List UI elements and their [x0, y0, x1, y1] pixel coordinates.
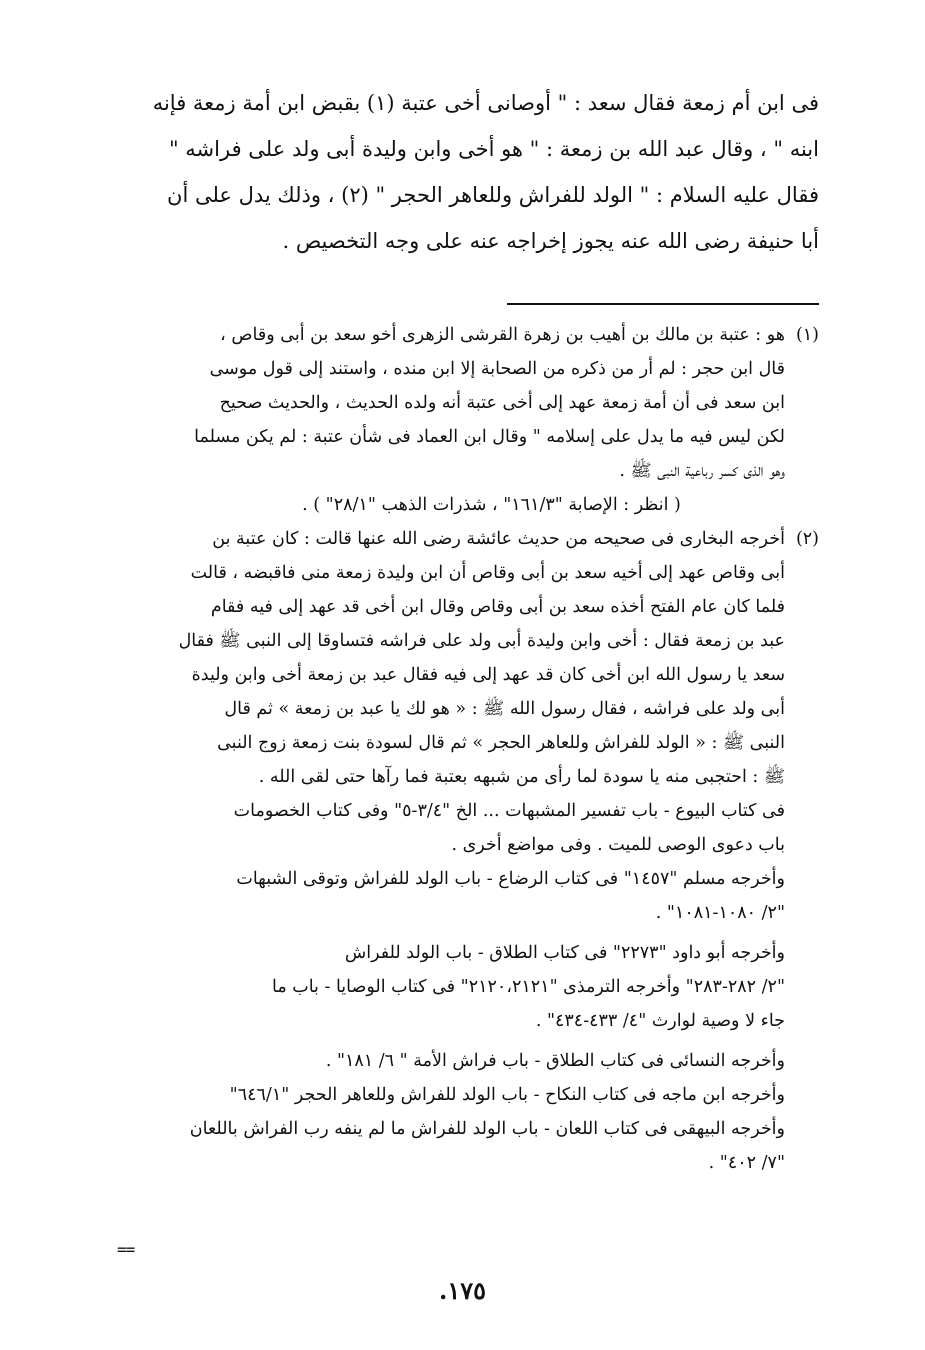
source-ibnmajah: وأخرجه ابن ماجه فى كتاب النكاح - باب الولد للفراش وللعاهر الحجر "٦٤٦/١" [229, 1085, 785, 1105]
body-line: فقال عليه السلام : " الولد للفراش وللعاهر الحجر " (٢) ، وذلك يدل على أن [167, 183, 819, 207]
footnote-line: ابن سعد فى أن أمة زمعة عهد إلى أخى عتبة أنه ولده الحديث ، والحديث صحيح [219, 393, 785, 413]
footnote-line: قال ابن حجر : لم أر من ذكره من الصحابة إلا ابن منده ، واستند إلى قول موسى [209, 359, 785, 379]
footnotes [104, 318, 819, 1180]
source-nasai: وأخرجه النسائى فى كتاب الطلاق - باب فراش الأمة " ٦/ ١٨١" . [325, 1051, 785, 1071]
footnote-line: فلما كان عام الفتح أخذه سعد بن أبى وقاص وقال ابن أخى قد عهد إلى فيه فقام [210, 597, 785, 617]
footnote-line: النبى ﷺ : « الولد للفراش وللعاهر الحجر » ثم قال لسودة بنت زمعة زوج النبى [217, 733, 785, 753]
footnote-reference: ( انظر : الإصابة "١٦١/٣" ، شذرات الذهب "٢٨/١" ) . [302, 495, 681, 515]
footnote-separator [507, 303, 819, 305]
footnote-line: أبى وقاص عهد إلى أخيه سعد بن أبى وقاص أن ابن وليدة زمعة منى فاقبضه ، قالت [190, 563, 785, 583]
source-abudawud: "٢/ ٢٨٢-٢٨٣" وأخرجه الترمذى "٢١٢٠،٢١٢١" فى كتاب الوصايا - باب ما [271, 977, 785, 997]
footnote-line: فى كتاب البيوع - باب تفسير المشبهات ... الخ "٣/٤-٥" وفى كتاب الخصومات [233, 801, 785, 821]
body-line: فى ابن أم زمعة فقال سعد : " أوصانى أخى عتبة (١) بقبض ابن أمة زمعة فإنه [152, 91, 819, 115]
footnote-line: لكن ليس فيه ما يدل على إسلامه " وقال ابن العماد فى شأن عتبة : لم يكن مسلما [194, 427, 785, 447]
source-abudawud: جاء لا وصية لوارث "٤/ ٤٣٣-٤٣٤" . [535, 1011, 785, 1031]
footnote-line [104, 318, 819, 352]
body-line: أبا حنيفة رضى الله عنه يجوز إخراجه عنه على وجه التخصيص . [282, 229, 819, 253]
footnote-line: أبى ولد على فراشه ، فقال رسول الله ﷺ : « هو لك يا عبد بن زمعة » ثم قال [224, 699, 785, 719]
body-line: ابنه " ، وقال عبد الله بن زمعة : " هو أخى وابن وليدة أبى ولد على فراشه " [168, 137, 819, 161]
source-muslim: "٢/ ١٠٨٠-١٠٨١" . [655, 903, 785, 923]
source-bayhaqi: "٧/ ٤٠٢" . [708, 1153, 785, 1173]
footnote-line: وهو الذى كسر رباعية النبى ﷺ . [619, 461, 785, 481]
continuation-mark: == [117, 1240, 135, 1259]
footnote-2 [104, 522, 819, 1180]
source-bayhaqi: وأخرجه البيهقى فى كتاب اللعان - باب الولد للفراش ما لم ينفه رب الفراش باللعان [189, 1119, 785, 1139]
footnote-text: أخرجه البخارى فى صحيحه من حديث عائشة رضى الله عنها قالت : كان عتبة بن [212, 529, 785, 549]
footnote-1 [104, 318, 819, 522]
footnote-text: هو : عتبة بن مالك بن أهيب بن زهرة القرشى الزهرى أخو سعد بن أبى وقاص ، [220, 325, 785, 345]
footnote-number: (٢) [795, 529, 819, 549]
footnote-line: سعد يا رسول الله ابن أخى كان قد عهد إلى فيه فقال عبد بن زمعة أخى وابن وليدة [191, 665, 785, 685]
footnote-line: ﷺ : احتجبى منه يا سودة لما رأى من شبهه بعتبة فما رآها حتى لقى الله . [258, 767, 785, 787]
source-muslim: وأخرجه مسلم "١٤٥٧" فى كتاب الرضاع - باب الولد للفراش وتوقى الشبهات [236, 869, 785, 889]
source-abudawud: وأخرجه أبو داود "٢٢٧٣" فى كتاب الطلاق - باب الولد للفراش [344, 943, 785, 963]
main-text [104, 80, 819, 264]
footnote-number: (١) [795, 325, 819, 345]
footnote-line: باب دعوى الوصى للميت . وفى مواضع أخرى . [451, 835, 785, 855]
page-number: ١٧٥. [438, 1276, 487, 1305]
footnote-line: عبد بن زمعة فقال : أخى وابن وليدة أبى ولد على فراشه فتساوقا إلى النبى ﷺ فقال [178, 631, 785, 651]
footnote-line [104, 522, 819, 556]
